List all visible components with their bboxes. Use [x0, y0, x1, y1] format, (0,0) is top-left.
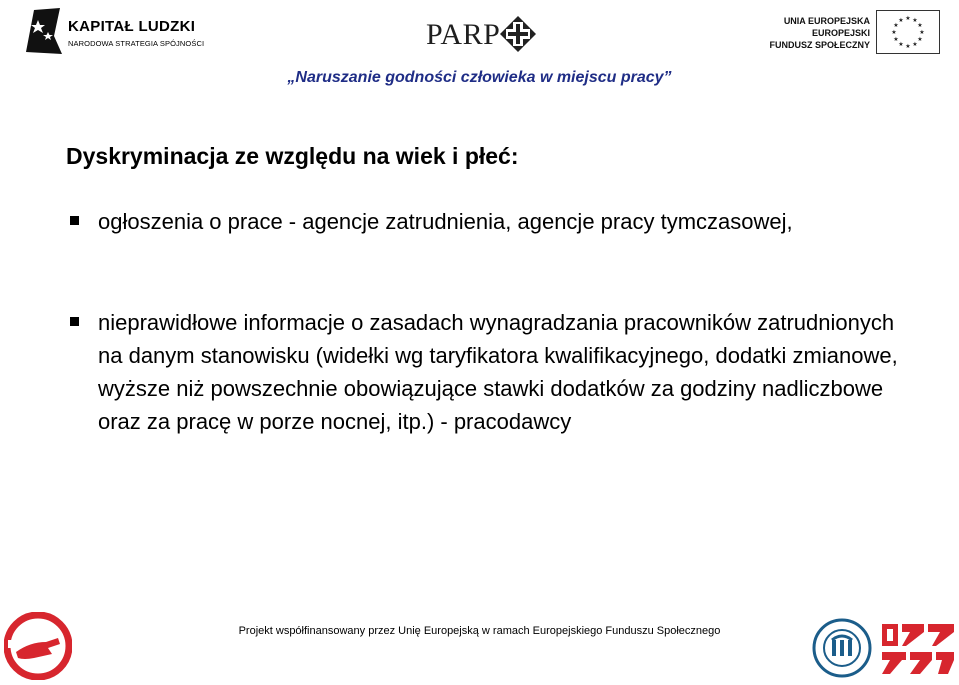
bullet-item-2: nieprawidłowe informacje o zasadach wynagradzania pracowników zatrudnionych na danym stanowisku (widełki wg taryfikatora kwalifikacyjnego, dodatki zmianowe, wyższe niż powszechnie obowiązujące stawki dodatków za godziny nadliczbowe oraz za pracę w porze nocnej, itp.) - pracodawcy [98, 310, 898, 434]
parp-diamond-icon [498, 14, 538, 54]
slide-subtitle: „Naruszanie godności człowieka w miejscu pracy” [287, 69, 672, 86]
eu-logo [769, 10, 945, 60]
parp-wordmark: PARP [426, 18, 501, 51]
kapital-ludzki-logo [24, 6, 205, 56]
eu-line-1: UNIA EUROPEJSKA [783, 16, 870, 26]
slide-heading: Dyskryminacja ze względu na wiek i płeć: [66, 143, 519, 169]
kapital-ludzki-subtitle: NARODOWA STRATEGIA SPÓJNOŚCI [68, 39, 205, 48]
hand-logo-icon [4, 612, 72, 680]
svg-text:★: ★ [893, 36, 899, 43]
red-block-logo-icon [880, 620, 956, 678]
bullet-item-1: ogłoszenia o prace - agencje zatrudnienia, agencje pracy tymczasowej, [98, 209, 793, 234]
bullet-marker-1 [70, 216, 79, 225]
footer-text: Projekt współfinansowany przez Unię Europejską w ramach Europejskiego Funduszu Społecznego [238, 625, 721, 637]
svg-text:★: ★ [912, 41, 918, 48]
eu-line-3: FUNDUSZ SPOŁECZNY [769, 40, 870, 50]
svg-text:★: ★ [898, 41, 904, 48]
svg-text:★: ★ [898, 17, 904, 24]
svg-text:★: ★ [893, 22, 899, 29]
pip-logo-icon [812, 618, 872, 678]
svg-text:★: ★ [912, 17, 918, 24]
kapital-ludzki-emblem-icon [24, 6, 64, 56]
svg-text:★: ★ [917, 36, 923, 43]
svg-text:★: ★ [905, 43, 911, 50]
svg-text:★: ★ [917, 22, 923, 29]
kapital-ludzki-title: KAPITAŁ LUDZKI [68, 18, 196, 35]
svg-text:★: ★ [891, 29, 897, 36]
svg-text:★: ★ [919, 29, 925, 36]
parp-logo [426, 14, 546, 64]
eu-flag-icon [876, 10, 940, 54]
eu-line-2: EUROPEJSKI [811, 28, 870, 38]
svg-text:★: ★ [905, 15, 911, 22]
bullet-marker-2 [70, 317, 79, 326]
